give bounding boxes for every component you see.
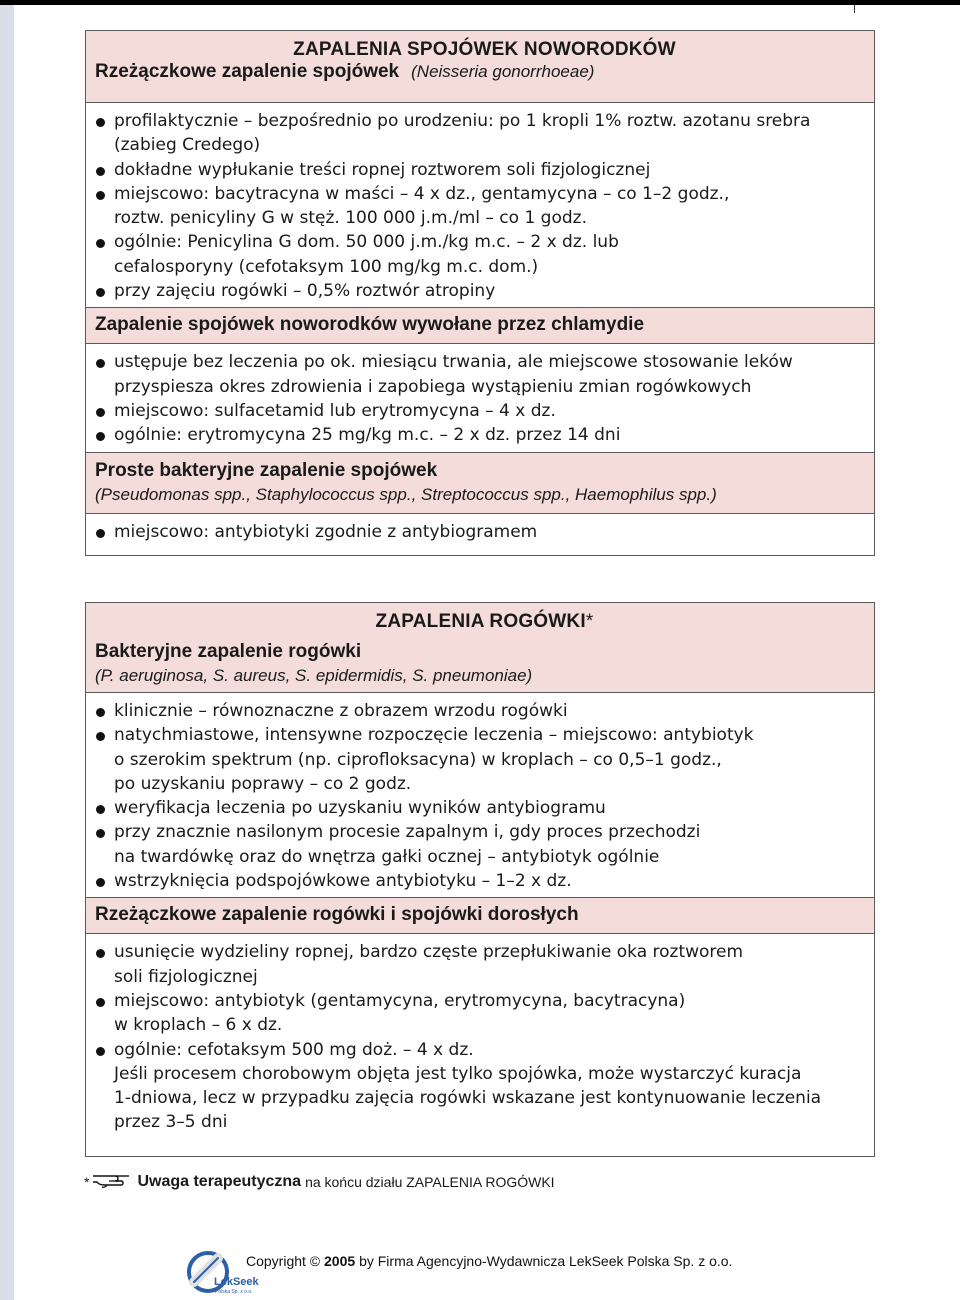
block-body [86,693,874,897]
list-item-continuation: soli fizjologicznej [114,966,258,987]
list-item [95,423,865,447]
section-header [86,31,874,103]
pointing-hand-icon [91,1170,131,1194]
bullet-icon [96,432,105,441]
bullet-icon [96,118,105,127]
bullet-icon [96,829,105,838]
logo-name: LekSeek [214,1276,259,1288]
copyright-year: 2005 [324,1253,356,1269]
logo-sub: Polska Sp. z o.o. [215,1289,253,1295]
block-heading: Bakteryjne zapalenie rogówki [95,641,362,662]
list-item [95,796,865,820]
list-item-continuation: (zabieg Credego) [114,135,261,156]
list-item-continuation: przyspiesza okres zdrowienia i zapobiega wystąpieniu zmian rogówkowych [114,376,752,397]
list-item [95,158,865,182]
section-header [86,603,874,693]
block-heading [95,60,874,84]
note-line: Jeśli procesem chorobowym objęta jest tylko spojówka, może wystarczyć kuracja [114,1063,802,1084]
section-title [95,603,874,632]
list-item-text: profilaktycznie – bezpośrednio po urodzeniu: po 1 kropli 1% roztw. azotanu srebra [114,111,811,131]
bullet-icon [96,708,105,717]
list-item [95,399,865,423]
list-item [95,109,865,158]
list-item [95,230,865,279]
title-star: * [585,611,594,632]
list-item-text: miejscowo: bacytracyna w maści – 4 x dz., gentamycyna – co 1–2 godz., [114,183,730,204]
block-body [86,103,874,307]
bullet-icon [96,998,105,1007]
list-item-text: weryfikacja leczenia po uzyskaniu wyników antybiogramu [114,798,606,819]
list-item-continuation: o szerokim spektrum (np. ciprofloksacyna) w kroplach – co 0,5–1 godz., [114,749,722,770]
list-item-text: ogólnie: Penicylina G dom. 50 000 j.m./kg m.c. – 2 x dz. lub [114,232,619,253]
bullet-icon [96,408,105,417]
list-item [95,940,865,989]
bullet-icon [96,239,105,248]
footnote-star: * [84,1174,90,1190]
section-conjunctivitis-newborn [85,30,875,556]
note-line: przez 3–5 dni [114,1112,228,1133]
block-header [86,307,874,344]
list-item-continuation: cefalosporyny (cefotaksym 100 mg/kg m.c. dom.) [114,256,539,277]
list-item-continuation: w kroplach – 6 x dz. [114,1015,283,1036]
block-body [86,514,874,548]
list-item-text: wstrzyknięcia podspojówkowe antybiotyku – 1–2 x dz. [114,871,572,892]
section-title: ZAPALENIA SPOJÓWEK NOWORODKÓW [293,39,676,60]
list-item [95,1038,865,1062]
heading-italic: (Neisseria gonorrhoeae) [411,62,595,81]
list-item [95,182,865,231]
note-line: 1-dniowa, lecz w przypadku zajęcia rogówki wskazane jest kontynuowanie leczenia [114,1088,822,1109]
list-item [95,820,865,869]
list-item [95,723,865,796]
bullet-icon [96,359,105,368]
list-item-text: przy znacznie nasilonym procesie zapalnym i, gdy proces przechodzi [114,822,701,843]
block-heading: Rzeżączkowe zapalenie rogówki i spojówki dorosłych [95,904,579,926]
bullet-icon [96,949,105,958]
list-item [95,869,865,893]
block-body [86,344,874,451]
corner-mark [854,5,855,13]
list-item-text: przy zajęciu rogówki – 0,5% roztwór atropiny [114,281,496,302]
list-item-text: natychmiastowe, intensywne rozpoczęcie leczenia – miejscowo: antybiotyk [114,725,754,746]
copyright-prefix: Copyright © [246,1253,321,1269]
list-item-text: dokładne wypłukanie treści ropnej roztworem soli fizjologicznej [114,159,651,180]
title-text: ZAPALENIA ROGÓWKI [375,611,586,632]
list-item-text: usunięcie wydzieliny ropnej, bardzo częste przepłukiwanie oka roztworem [114,942,744,963]
list-item-text: klinicznie – równoznaczne z obrazem wrzodu rogówki [114,701,568,721]
heading-text: Rzeżączkowe zapalenie spojówek [95,61,400,82]
list-item [95,989,865,1038]
list-item-text: miejscowo: antybiotyk (gentamycyna, erytromycyna, bacytracyna) [114,990,686,1011]
bullet-icon [96,167,105,176]
list-item-text: ogólnie: erytromycyna 25 mg/kg m.c. – 2 x dz. przez 14 dni [114,425,621,446]
list-item-continuation: roztw. penicyliny G w stęż. 100 000 j.m./ml – co 1 godz. [114,208,587,229]
list-item-text: miejscowo: sulfacetamid lub erytromycyna – 4 x dz. [114,400,556,421]
block-header [86,897,874,934]
note-bold-text: Uwaga terapeutyczna [137,1173,302,1190]
list-item-text: miejscowo: antybiotyki zgodnie z antybiogramem [114,521,538,542]
bullet-icon [96,191,105,200]
section-keratitis [85,602,875,1157]
list-item [95,520,865,544]
block-heading: Proste bakteryjne zapalenie spojówek [95,459,438,481]
block-heading: Zapalenie spojówek noworodków wywołane przez chlamydie [95,314,645,336]
list-item-continuation: na twardówkę oraz do wnętrza gałki ocznej – antybiotyk ogólnie [114,846,660,867]
list-item [95,350,865,399]
list-item [95,279,865,303]
copyright-owner: by Firma Agencyjno-Wydawnicza LekSeek Polska Sp. z o.o. [359,1253,733,1269]
note-text: na końcu działu ZAPALENIA ROGÓWKI [305,1174,555,1190]
list-item [95,699,865,723]
lekseek-logo [184,1248,259,1300]
bullet-icon [96,805,105,814]
copyright-line [246,1253,732,1269]
bullet-icon [96,1047,105,1056]
block-body [86,934,874,1138]
block-header [86,452,874,514]
block-heading-subtitle: (P. aeruginosa, S. aureus, S. epidermidis, S. pneumoniae) [95,666,533,685]
therapeutic-note [84,1170,555,1194]
list-item-text: ustępuje bez leczenia po ok. miesiącu trwania, ale miejscowe stosowanie leków [114,352,793,373]
bullet-icon [96,529,105,538]
bullet-icon [96,288,105,297]
list-item-text: ogólnie: cefotaksym 500 mg doż. – 4 x dz. [114,1039,474,1060]
bullet-icon [96,878,105,887]
bullet-icon [96,732,105,741]
block-heading-subtitle: (Pseudomonas spp., Staphylococcus spp., Streptococcus spp., Haemophilus spp.) [95,484,717,504]
list-item-continuation: po uzyskaniu poprawy – co 2 godz. [114,773,412,794]
